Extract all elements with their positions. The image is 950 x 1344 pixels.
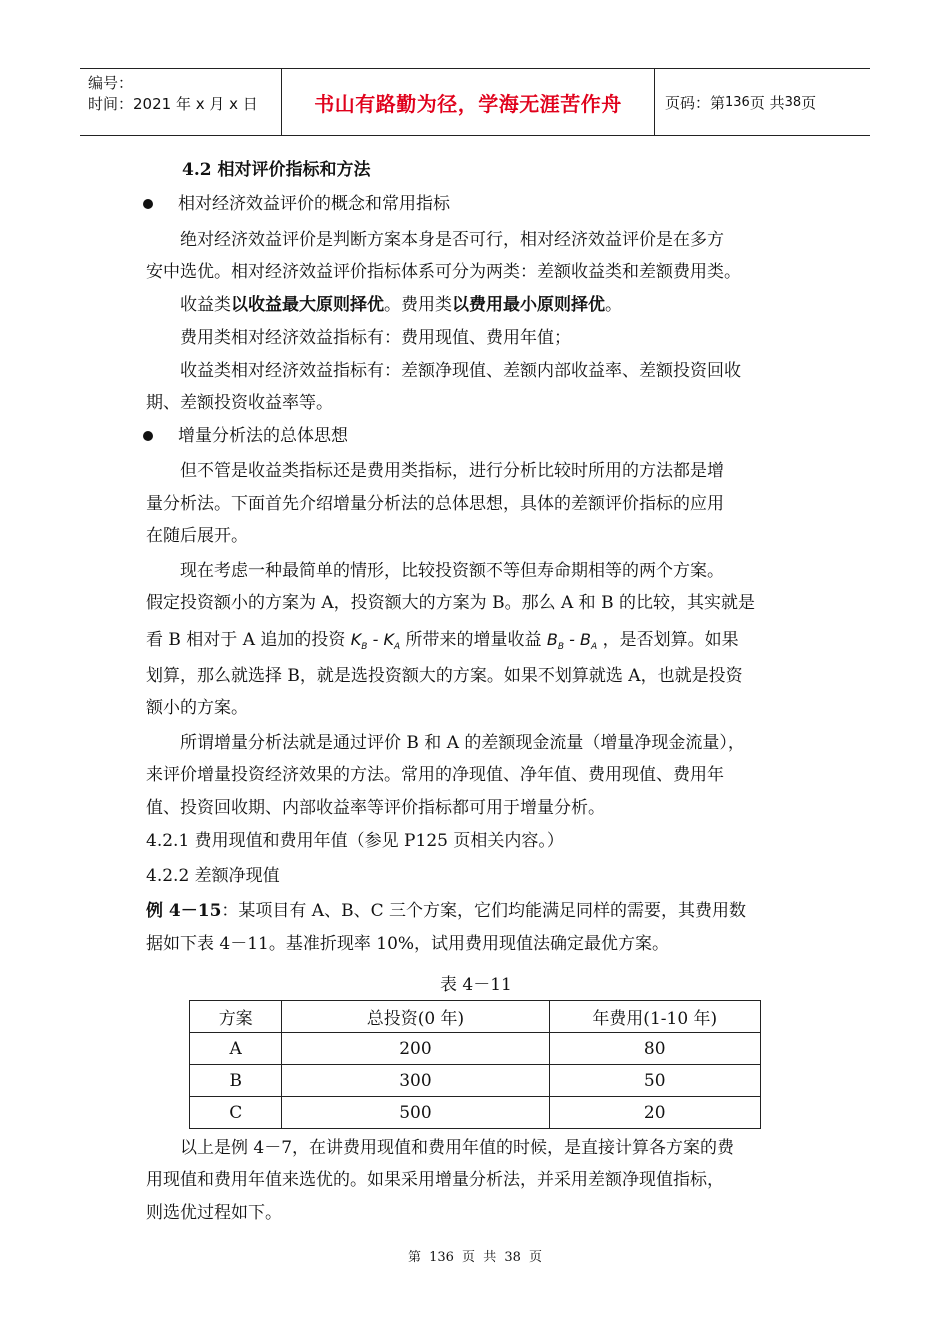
page-mid: 页 共	[749, 93, 785, 112]
motto-text: 书山有路勤为径，学海无涯苦作舟	[314, 91, 622, 116]
page-prefix: 页码：第	[665, 93, 726, 112]
table-cell: 80	[549, 1033, 761, 1065]
table-cell: 500	[282, 1097, 549, 1129]
cost-table	[189, 1000, 761, 1129]
page-footer: 第 136 页 共 38 页	[407, 1250, 543, 1265]
table-row	[190, 1033, 761, 1065]
table-cell: C	[190, 1097, 282, 1129]
section-title: 4.2 相对评价指标和方法	[182, 160, 371, 180]
paragraph-line: 期、差额投资收益率等。	[146, 393, 333, 413]
bullet-item-incremental: 增量分析法的总体思想	[178, 426, 348, 446]
paragraph-line: 用现值和费用年值来选优的。如果采用增量分析法，并采用差额净现值指标，	[146, 1170, 724, 1190]
paragraph-line: 但不管是收益类指标还是费用类指标，进行分析比较时所用的方法都是增	[180, 461, 724, 481]
table-cell: B	[190, 1065, 282, 1097]
subsection-title: 4.2.2 差额净现值	[146, 866, 280, 886]
table-header-cell: 年费用(1-10 年)	[549, 1001, 761, 1033]
bullet-icon	[143, 199, 153, 209]
paragraph-line: 以上是例 4－7，在讲费用现值和费用年值的时候，是直接计算各方案的费	[180, 1138, 735, 1158]
header-meta	[80, 69, 282, 135]
table-cell: A	[190, 1033, 282, 1065]
paragraph-line: 现在考虑一种最简单的情形，比较投资额不等但寿命期相等的两个方案。	[180, 561, 724, 581]
header-motto	[282, 69, 655, 135]
paragraph-line: 假定投资额小的方案为 A，投资额大的方案为 B。那么 A 和 B 的比较，其实就是	[146, 593, 755, 613]
serial-label: 编号：	[88, 74, 134, 92]
table-header-row	[190, 1001, 761, 1033]
page-header	[80, 68, 870, 136]
bullet-item-concept: 相对经济效益评价的概念和常用指标	[178, 194, 450, 214]
subsection-title: 4.2.1 费用现值和费用年值（参见 P125 页相关内容。）	[146, 831, 564, 851]
page-number: 136	[725, 94, 750, 110]
paragraph-line: 绝对经济效益评价是判断方案本身是否可行，相对经济效益评价是在多方	[180, 230, 724, 250]
example-label: 例 4－15	[146, 901, 222, 921]
paragraph-line: 收益类相对经济效益指标有：差额净现值、差额内部收益率、差额投资回收	[180, 361, 741, 381]
paragraph-line: 据如下表 4－11。基准折现率 10%，试用费用现值法确定最优方案。	[146, 934, 670, 954]
page-total: 38	[784, 94, 802, 110]
table-row	[190, 1065, 761, 1097]
table-cell: 300	[282, 1065, 549, 1097]
page-suffix: 页	[801, 93, 817, 112]
header-page-info	[655, 69, 870, 135]
bold-text: 以费用最小原则择优	[452, 295, 605, 315]
table-header-cell: 总投资(0 年)	[282, 1001, 549, 1033]
paragraph-line: 费用类相对经济效益指标有：费用现值、费用年值；	[180, 328, 571, 348]
time-label: 时间：2021 年 x 月 x 日	[88, 95, 258, 113]
table-row	[190, 1097, 761, 1129]
paragraph-line: 值、投资回收期、内部收益率等评价指标都可用于增量分析。	[146, 798, 605, 818]
formula-bb-ba: $B_B - B_A$	[546, 630, 598, 653]
example-line: 例 4－15：某项目有 A、B、C 三个方案，它们均能满足同样的需要，其费用数	[146, 901, 746, 921]
table-cell: 20	[549, 1097, 761, 1129]
paragraph-line: 安中选优。相对经济效益评价指标体系可分为两类：差额收益类和差额费用类。	[146, 262, 741, 282]
bold-text: 以收益最大原则择优	[231, 295, 384, 315]
table-cell: 50	[549, 1065, 761, 1097]
table-cell: 200	[282, 1033, 549, 1065]
table-caption: 表 4－11	[440, 975, 512, 995]
paragraph-line: 则选优过程如下。	[146, 1203, 282, 1223]
paragraph-line: 额小的方案。	[146, 698, 248, 718]
paragraph-line: 在随后展开。	[146, 526, 248, 546]
table-header-cell: 方案	[190, 1001, 282, 1033]
paragraph-principle: 收益类以收益最大原则择优。费用类以费用最小原则择优。	[180, 295, 622, 315]
bullet-icon	[143, 431, 153, 441]
paragraph-line: 划算，那么就选择 B，就是选投资额大的方案。如果不划算就选 A，也就是投资	[146, 666, 743, 686]
formula-kb-ka: $K_B - K_A$	[350, 630, 401, 653]
paragraph-line: 量分析法。下面首先介绍增量分析法的总体思想，具体的差额评价指标的应用	[146, 494, 724, 514]
paragraph-line: 来评价增量投资经济效果的方法。常用的净现值、净年值、费用现值、费用年	[146, 765, 724, 785]
paragraph-formula-line: 看 B 相对于 A 追加的投资 $K_B - K_A$ 所带来的增量收益 $B_B - B_A$ ，是否划算。如果	[146, 630, 739, 653]
paragraph-line: 所谓增量分析法就是通过评价 B 和 A 的差额现金流量（增量净现金流量），	[180, 733, 745, 753]
